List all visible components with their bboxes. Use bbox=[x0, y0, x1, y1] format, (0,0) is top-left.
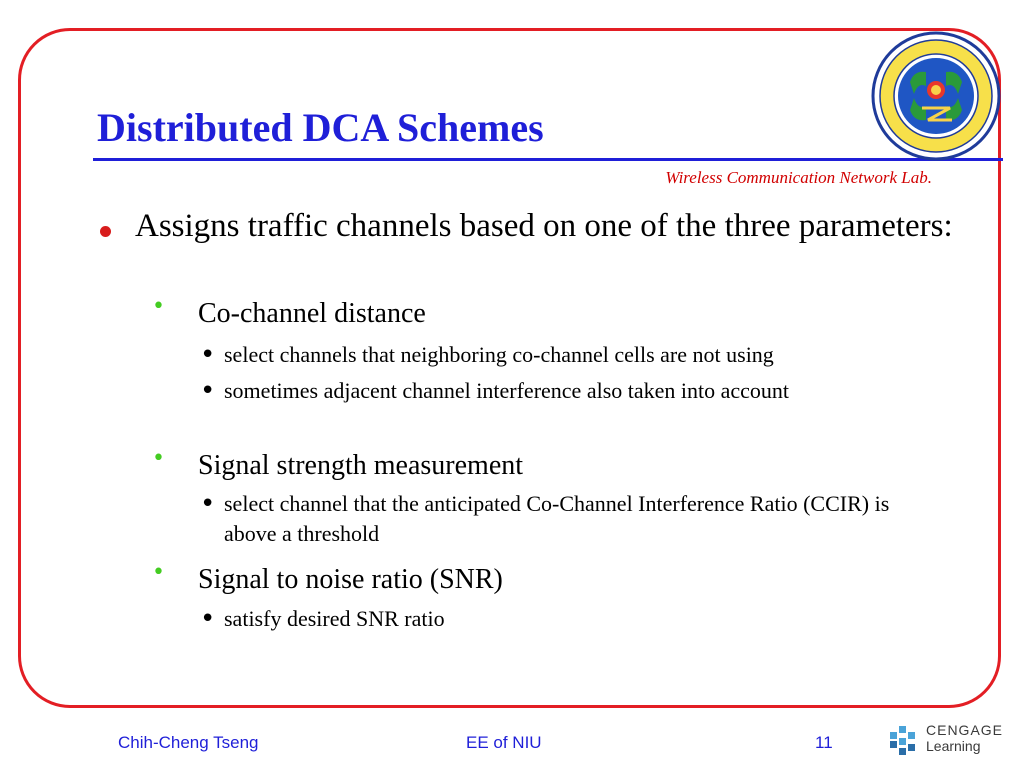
lab-name: Wireless Communication Network Lab. bbox=[665, 168, 932, 187]
publisher-subwordmark: Learning bbox=[926, 738, 981, 754]
subitem-text: select channels that neighboring co-channel cells are not using bbox=[224, 342, 774, 367]
title-underline bbox=[93, 158, 1003, 161]
bullet-level3-icon: • bbox=[200, 489, 216, 519]
subitem-text: satisfy desired SNR ratio bbox=[224, 606, 445, 631]
slide-title: Distributed DCA Schemes bbox=[97, 105, 544, 150]
item-snr: Signal to noise ratio (SNR) bbox=[198, 564, 503, 595]
footer-course: EE of NIU bbox=[466, 733, 542, 752]
bullet-level3-icon: • bbox=[200, 340, 216, 370]
main-bullet-text: Assigns traffic channels based on one of the three parameters: bbox=[135, 208, 953, 244]
publisher-wordmark: CENGAGE bbox=[926, 722, 1004, 738]
university-seal-icon bbox=[870, 30, 1002, 162]
bullet-level3-icon: • bbox=[200, 604, 216, 634]
footer-author: Chih-Cheng Tseng bbox=[118, 733, 259, 752]
item-co-channel-distance: Co-channel distance bbox=[198, 298, 426, 329]
bullet-level3-icon: • bbox=[200, 376, 216, 406]
bullet-level1-icon bbox=[100, 226, 111, 237]
footer-page-number: 11 bbox=[815, 733, 833, 752]
item-signal-strength: Signal strength measurement bbox=[198, 450, 524, 481]
bullet-level2-icon: • bbox=[152, 446, 165, 471]
bullet-level2-icon: • bbox=[152, 560, 165, 585]
bullet-level2-icon: • bbox=[152, 294, 165, 319]
subitem-text: select channel that the anticipated Co-Channel Interference Ratio (CCIR) is above a threshold bbox=[224, 491, 890, 546]
subitem-text: sometimes adjacent channel interference also taken into account bbox=[224, 378, 790, 403]
